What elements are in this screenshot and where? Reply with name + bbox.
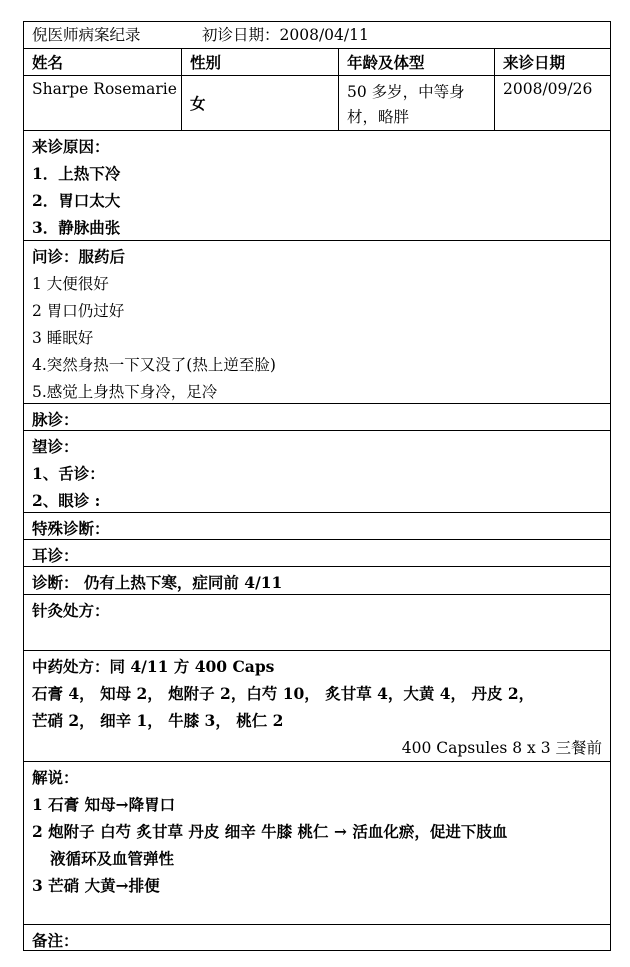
inquiry-item: 3 睡眠好	[32, 329, 94, 347]
patient-sex: 女	[190, 94, 206, 113]
pulse-section	[24, 404, 610, 431]
col-header-name: 姓名	[32, 53, 64, 72]
reason-item: 1．上热下冷	[32, 164, 121, 183]
medical-record-sheet	[23, 21, 611, 951]
explanation-label: 解说：	[32, 768, 79, 787]
col-header-age-build: 年龄及体型	[338, 49, 494, 75]
eye-diagnosis-label: 2、眼诊 :	[32, 491, 101, 510]
patient-age-build-line2: 材，略胖	[347, 108, 410, 126]
herbal-dosage: 400 Capsules 8 x 3 三餐前	[401, 739, 602, 757]
inquiry-item: 4.突然身热一下又没了(热上逆至脸)	[32, 356, 276, 374]
diagnosis-section	[24, 567, 610, 595]
tongue-diagnosis-label: 1、舌诊：	[32, 464, 105, 483]
ear-diagnosis-section	[24, 540, 610, 567]
patient-name: Sharpe Rosemarie	[32, 80, 177, 98]
explanation-section	[24, 762, 610, 925]
observation-label: 望诊：	[32, 437, 79, 456]
explanation-item-continued: 液循环及血管弹性	[50, 849, 175, 868]
first-visit-date: 初诊日期：2008/04/11	[202, 26, 369, 44]
notes-section	[24, 925, 610, 952]
col-header-sex: 性别	[181, 49, 338, 75]
reason-item: 2．胃口太大	[32, 191, 121, 210]
acupuncture-label: 针灸处方：	[32, 601, 110, 620]
herbal-label: 中药处方：同 4/11 方 400 Caps	[32, 657, 275, 676]
inquiry-label: 问诊：服药后	[32, 247, 126, 266]
explanation-item: 2 炮附子 白芍 炙甘草 丹皮 细辛 牛膝 桃仁 → 活血化瘀，促进下肢血	[32, 822, 508, 841]
explanation-item: 3 芒硝 大黄→排便	[32, 876, 160, 895]
herbal-line: 芒硝 2， 细辛 1， 牛膝 3， 桃仁 2	[32, 711, 284, 730]
notes-label: 备注：	[32, 931, 79, 950]
herbal-line: 石膏 4， 知母 2， 炮附子 2，白芍 10， 炙甘草 4，大黄 4， 丹皮 2，	[32, 684, 535, 703]
herbal-prescription-section	[24, 651, 610, 762]
inquiry-item: 1 大便很好	[32, 275, 109, 293]
patient-age-build-line1: 50 多岁，中等身	[347, 83, 465, 101]
reason-section	[24, 131, 610, 241]
special-diagnosis-label: 特殊诊断：	[32, 519, 110, 538]
col-header-visit-date: 来诊日期	[494, 49, 610, 75]
pulse-label: 脉诊：	[32, 410, 79, 429]
patient-visit-date: 2008/09/26	[503, 80, 593, 98]
record-title: 倪医师病案纪录	[32, 26, 141, 44]
patient-info-row	[24, 76, 610, 131]
inquiry-section	[24, 241, 610, 404]
reason-label: 来诊原因：	[32, 137, 110, 156]
ear-diagnosis-label: 耳诊：	[32, 546, 79, 565]
observation-section	[24, 431, 610, 513]
explanation-item: 1 石膏 知母→降胃口	[32, 795, 176, 814]
diagnosis-text: 诊断： 仍有上热下寒，症同前 4/11	[32, 573, 283, 592]
title-row	[24, 22, 610, 49]
inquiry-item: 5.感觉上身热下身冷，足冷	[32, 383, 218, 401]
reason-item: 3．静脉曲张	[32, 218, 121, 237]
column-header-row	[24, 49, 610, 76]
inquiry-item: 2 胃口仍过好	[32, 302, 125, 320]
acupuncture-section	[24, 595, 610, 651]
special-diagnosis-section	[24, 513, 610, 540]
